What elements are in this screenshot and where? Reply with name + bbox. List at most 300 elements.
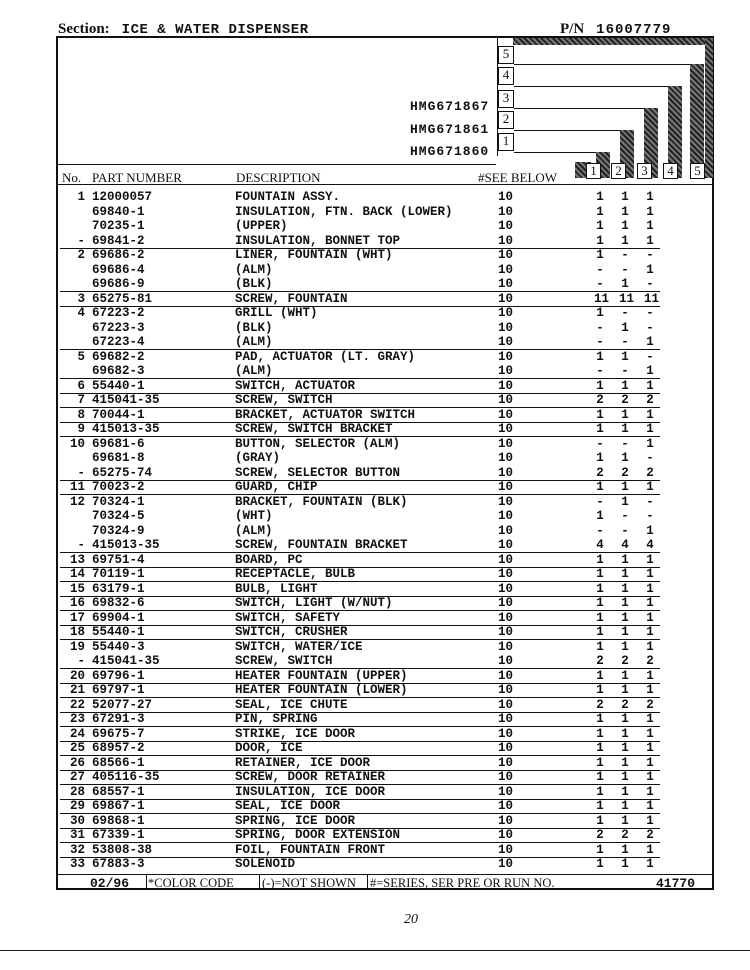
- row-qty-3: 1: [646, 262, 654, 277]
- step-1: 1: [498, 133, 514, 151]
- row-qty-1: 1: [596, 755, 604, 770]
- row-part-number: 70023-2: [92, 480, 145, 494]
- row-description: SCREW, SWITCH: [235, 393, 333, 407]
- table-row: [60, 190, 710, 205]
- row-qty-2: 1: [621, 712, 629, 726]
- row-description: SWITCH, ACTUATOR: [235, 378, 356, 393]
- row-part-number: 69840-1: [92, 204, 145, 219]
- table-row: [60, 727, 710, 742]
- row-see-below: 10: [498, 668, 514, 683]
- row-description: SWITCH, SAFETY: [235, 610, 341, 625]
- row-item-number: 11: [69, 480, 85, 494]
- row-part-number: 67223-4: [92, 335, 145, 349]
- row-description: (BLK): [235, 277, 273, 291]
- row-item-number: 29: [69, 799, 85, 813]
- row-item-number: 7: [77, 393, 85, 407]
- row-see-below: 10: [498, 784, 514, 799]
- row-qty-2: 1: [621, 480, 629, 494]
- step-2: 2: [498, 111, 514, 129]
- table-row: [60, 611, 710, 626]
- row-qty-1: -: [596, 277, 604, 291]
- row-description: RECEPTACLE, BULB: [235, 567, 356, 581]
- row-qty-1: 1: [596, 813, 604, 828]
- row-description: SCREW, FOUNTAIN BRACKET: [235, 538, 408, 552]
- row-see-below: 10: [498, 248, 514, 262]
- row-see-below: 10: [498, 509, 514, 523]
- row-qty-2: 2: [621, 465, 629, 480]
- row-qty-2: 2: [621, 654, 629, 668]
- row-item-number: 28: [69, 784, 85, 799]
- row-qty-1: 1: [596, 248, 604, 262]
- row-qty-2: 1: [621, 784, 629, 799]
- row-qty-1: -: [596, 523, 604, 538]
- row-qty-3: -: [646, 494, 654, 509]
- table-row: [60, 567, 710, 582]
- model-hmg671867: HMG671867: [410, 99, 490, 114]
- row-item-number: 31: [69, 828, 85, 842]
- row-qty-2: -: [621, 262, 629, 277]
- step-4: 4: [498, 67, 514, 85]
- table-row: [60, 234, 710, 249]
- row-description: (GRAY): [235, 451, 281, 465]
- row-item-number: 27: [69, 770, 85, 784]
- row-see-below: 10: [498, 219, 514, 233]
- col-header-q3: 3: [637, 163, 652, 179]
- row-see-below: 10: [498, 451, 514, 465]
- row-item-number: 26: [69, 755, 85, 770]
- row-qty-3: 1: [646, 770, 654, 784]
- row-qty-1: 1: [596, 407, 604, 422]
- col-header-q1: 1: [586, 163, 601, 179]
- row-see-below: 10: [498, 523, 514, 538]
- row-qty-1: 2: [596, 393, 604, 407]
- row-qty-3: -: [646, 306, 654, 320]
- row-qty-2: 1: [621, 596, 629, 610]
- row-description: SCREW, SELECTOR BUTTON: [235, 465, 401, 480]
- row-qty-2: 1: [621, 813, 629, 828]
- row-qty-2: 2: [621, 697, 629, 712]
- table-row: [60, 756, 710, 771]
- row-item-number: 32: [69, 842, 85, 857]
- row-part-number: 67291-3: [92, 712, 145, 726]
- row-part-number: 70324-5: [92, 509, 145, 523]
- row-see-below: 10: [498, 625, 514, 639]
- row-item-number: 12: [69, 494, 85, 509]
- row-item-number: 16: [69, 596, 85, 610]
- row-part-number: 69686-4: [92, 262, 145, 277]
- table-row: [60, 683, 710, 698]
- row-qty-1: 1: [596, 857, 604, 871]
- row-qty-1: -: [596, 335, 604, 349]
- row-qty-2: 11: [619, 291, 635, 306]
- row-item-number: 3: [77, 291, 85, 306]
- row-item-number: -: [77, 538, 85, 552]
- row-qty-3: 1: [646, 378, 654, 393]
- row-description: SCREW, SWITCH BRACKET: [235, 422, 393, 436]
- row-part-number: 415041-35: [92, 654, 160, 668]
- row-see-below: 10: [498, 552, 514, 567]
- row-qty-3: 2: [646, 828, 654, 842]
- row-qty-3: 1: [646, 610, 654, 625]
- row-description: SWITCH, WATER/ICE: [235, 639, 363, 654]
- row-item-number: 8: [77, 407, 85, 422]
- table-row: [60, 509, 710, 524]
- row-part-number: 69675-7: [92, 726, 145, 741]
- table-row: [60, 321, 710, 336]
- row-description: INSULATION, BONNET TOP: [235, 233, 401, 248]
- row-see-below: 10: [498, 828, 514, 842]
- row-qty-3: -: [646, 349, 654, 364]
- row-qty-2: 1: [621, 842, 629, 857]
- row-item-number: 25: [69, 741, 85, 755]
- row-part-number: 69686-2: [92, 248, 145, 262]
- table-row: [60, 437, 710, 452]
- row-qty-3: 1: [646, 712, 654, 726]
- row-part-number: 69686-9: [92, 277, 145, 291]
- row-see-below: 10: [498, 567, 514, 581]
- row-qty-1: 1: [596, 204, 604, 219]
- row-qty-3: 2: [646, 465, 654, 480]
- table-row: [60, 364, 710, 379]
- row-qty-2: 1: [621, 219, 629, 233]
- row-qty-2: 1: [621, 857, 629, 871]
- row-qty-1: -: [596, 364, 604, 378]
- row-qty-3: 1: [646, 523, 654, 538]
- row-description: BOARD, PC: [235, 552, 303, 567]
- row-see-below: 10: [498, 204, 514, 219]
- row-qty-2: -: [621, 436, 629, 451]
- row-item-number: 1: [77, 190, 85, 204]
- row-description: HEATER FOUNTAIN (UPPER): [235, 668, 408, 683]
- row-qty-1: 1: [596, 712, 604, 726]
- table-row: [60, 495, 710, 510]
- row-part-number: 63179-1: [92, 581, 145, 596]
- row-part-number: 69682-2: [92, 349, 145, 364]
- row-qty-2: 1: [621, 378, 629, 393]
- row-qty-1: 1: [596, 581, 604, 596]
- row-qty-1: -: [596, 320, 604, 335]
- row-item-number: 17: [69, 610, 85, 625]
- row-item-number: 4: [77, 306, 85, 320]
- row-item-number: 15: [69, 581, 85, 596]
- row-see-below: 10: [498, 538, 514, 552]
- row-see-below: 10: [498, 813, 514, 828]
- row-part-number: 70235-1: [92, 219, 145, 233]
- table-row: [60, 799, 710, 814]
- row-qty-3: 1: [646, 842, 654, 857]
- row-see-below: 10: [498, 697, 514, 712]
- row-item-number: 10: [69, 436, 85, 451]
- table-row: [60, 292, 710, 307]
- row-qty-1: 1: [596, 509, 604, 523]
- row-description: SPRING, DOOR EXTENSION: [235, 828, 401, 842]
- row-description: SEAL, ICE CHUTE: [235, 697, 348, 712]
- row-see-below: 10: [498, 654, 514, 668]
- row-qty-2: 1: [621, 668, 629, 683]
- row-qty-2: 1: [621, 277, 629, 291]
- row-see-below: 10: [498, 857, 514, 871]
- table-row: [60, 553, 710, 568]
- row-qty-2: 2: [621, 828, 629, 842]
- row-item-number: -: [77, 233, 85, 248]
- footer-date: 02/96: [90, 876, 130, 891]
- row-qty-2: 1: [621, 422, 629, 436]
- row-qty-2: 1: [621, 552, 629, 567]
- row-qty-1: 1: [596, 190, 604, 204]
- row-part-number: 405116-35: [92, 770, 160, 784]
- row-qty-2: 1: [621, 581, 629, 596]
- row-qty-1: 1: [596, 625, 604, 639]
- row-qty-3: 1: [646, 436, 654, 451]
- row-qty-1: 1: [596, 480, 604, 494]
- row-qty-1: 1: [596, 451, 604, 465]
- row-see-below: 10: [498, 596, 514, 610]
- row-part-number: 70324-1: [92, 494, 145, 509]
- row-qty-2: -: [621, 248, 629, 262]
- table-row: [60, 335, 710, 350]
- row-see-below: 10: [498, 291, 514, 306]
- table-row: [60, 814, 710, 829]
- model-hmg671861: HMG671861: [410, 122, 490, 137]
- footer-color-code: *COLOR CODE: [148, 876, 234, 890]
- row-description: SPRING, ICE DOOR: [235, 813, 356, 828]
- row-part-number: 68957-2: [92, 741, 145, 755]
- row-qty-3: 1: [646, 755, 654, 770]
- row-qty-3: 1: [646, 596, 654, 610]
- row-item-number: 33: [69, 857, 85, 871]
- table-row: [60, 393, 710, 408]
- row-part-number: 67223-2: [92, 306, 145, 320]
- row-part-number: 55440-1: [92, 378, 145, 393]
- row-qty-3: 1: [646, 190, 654, 204]
- row-description: BULB, LIGHT: [235, 581, 318, 596]
- row-part-number: 70119-1: [92, 567, 145, 581]
- table-row: [60, 828, 710, 843]
- row-part-number: 69682-3: [92, 364, 145, 378]
- row-qty-1: 1: [596, 799, 604, 813]
- row-part-number: 415013-35: [92, 538, 160, 552]
- row-description: (WHT): [235, 509, 273, 523]
- footer-series-note: #=SERIES, SER PRE OR RUN NO.: [370, 876, 555, 890]
- row-part-number: 53808-38: [92, 842, 153, 857]
- row-item-number: 6: [77, 378, 85, 393]
- row-part-number: 70044-1: [92, 407, 145, 422]
- row-qty-3: 1: [646, 219, 654, 233]
- row-item-number: -: [77, 654, 85, 668]
- row-see-below: 10: [498, 306, 514, 320]
- row-qty-2: 1: [621, 233, 629, 248]
- table-row: [60, 277, 710, 292]
- row-see-below: 10: [498, 364, 514, 378]
- row-qty-1: 1: [596, 610, 604, 625]
- model-hmg671860: HMG671860: [410, 144, 490, 159]
- row-see-below: 10: [498, 393, 514, 407]
- col-header-see-below: #SEE BELOW: [478, 170, 558, 185]
- table-row: [60, 625, 710, 640]
- row-qty-3: -: [646, 509, 654, 523]
- row-qty-2: 1: [621, 770, 629, 784]
- table-row: [60, 770, 710, 785]
- row-qty-3: 1: [646, 480, 654, 494]
- section-label: Section:: [58, 21, 110, 37]
- row-qty-2: 1: [621, 190, 629, 204]
- row-description: (ALM): [235, 335, 273, 349]
- step-5: 5: [498, 46, 514, 64]
- table-row: [60, 408, 710, 423]
- row-qty-2: 1: [621, 610, 629, 625]
- row-qty-2: 1: [621, 625, 629, 639]
- row-qty-1: 2: [596, 465, 604, 480]
- row-qty-3: 2: [646, 393, 654, 407]
- row-description: PIN, SPRING: [235, 712, 318, 726]
- table-row: [60, 451, 710, 466]
- row-qty-1: 4: [596, 538, 604, 552]
- row-see-below: 10: [498, 436, 514, 451]
- row-see-below: 10: [498, 262, 514, 277]
- row-description: STRIKE, ICE DOOR: [235, 726, 356, 741]
- row-qty-3: 1: [646, 668, 654, 683]
- table-row: [60, 538, 710, 553]
- row-qty-3: 1: [646, 813, 654, 828]
- row-description: HEATER FOUNTAIN (LOWER): [235, 683, 408, 697]
- row-description: GRILL (WHT): [235, 306, 318, 320]
- row-qty-1: -: [596, 494, 604, 509]
- row-qty-2: 1: [621, 741, 629, 755]
- row-qty-3: 1: [646, 741, 654, 755]
- table-row: [60, 466, 710, 481]
- row-part-number: 67339-1: [92, 828, 145, 842]
- row-qty-3: 4: [646, 538, 654, 552]
- row-qty-1: 1: [596, 770, 604, 784]
- table-row: [60, 582, 710, 597]
- row-qty-1: 1: [596, 683, 604, 697]
- row-qty-1: 1: [596, 784, 604, 799]
- row-description: (BLK): [235, 320, 273, 335]
- row-qty-3: 1: [646, 726, 654, 741]
- row-qty-3: 1: [646, 567, 654, 581]
- col-header-part-number: PART NUMBER: [92, 170, 182, 185]
- row-part-number: 67223-3: [92, 320, 145, 335]
- row-qty-1: 11: [594, 291, 610, 306]
- row-description: DOOR, ICE: [235, 741, 303, 755]
- table-row: [60, 263, 710, 278]
- row-item-number: 24: [69, 726, 85, 741]
- row-qty-2: -: [621, 364, 629, 378]
- row-qty-1: 1: [596, 741, 604, 755]
- row-qty-2: 1: [621, 349, 629, 364]
- table-row: [60, 524, 710, 539]
- row-qty-2: 1: [621, 451, 629, 465]
- row-see-below: 10: [498, 320, 514, 335]
- row-qty-2: -: [621, 306, 629, 320]
- scan-edge-line: [0, 950, 750, 951]
- row-part-number: 69867-1: [92, 799, 145, 813]
- row-qty-2: 1: [621, 494, 629, 509]
- row-item-number: -: [77, 465, 85, 480]
- row-item-number: 21: [69, 683, 85, 697]
- row-qty-1: 2: [596, 654, 604, 668]
- section-title: ICE & WATER DISPENSER: [121, 22, 309, 38]
- row-description: SWITCH, CRUSHER: [235, 625, 348, 639]
- row-qty-1: 1: [596, 726, 604, 741]
- row-see-below: 10: [498, 799, 514, 813]
- row-qty-3: 1: [646, 581, 654, 596]
- row-part-number: 12000057: [92, 190, 153, 204]
- row-qty-3: 1: [646, 233, 654, 248]
- row-qty-1: 1: [596, 596, 604, 610]
- row-description: FOUNTAIN ASSY.: [235, 190, 341, 204]
- row-description: BUTTON, SELECTOR (ALM): [235, 436, 401, 451]
- row-see-below: 10: [498, 683, 514, 697]
- row-item-number: 14: [69, 567, 85, 581]
- table-row: [60, 422, 710, 437]
- row-qty-1: 1: [596, 567, 604, 581]
- row-see-below: 10: [498, 581, 514, 596]
- row-qty-1: 1: [596, 422, 604, 436]
- row-description: SOLENOID: [235, 857, 296, 871]
- staircase-band-top: [513, 38, 712, 45]
- row-qty-1: 1: [596, 233, 604, 248]
- row-qty-3: -: [646, 451, 654, 465]
- row-see-below: 10: [498, 755, 514, 770]
- page-number: 20: [404, 912, 418, 927]
- table-row: [60, 205, 710, 220]
- table-row: [60, 857, 710, 872]
- row-item-number: 22: [69, 697, 85, 712]
- row-see-below: 10: [498, 610, 514, 625]
- table-row: [60, 219, 710, 234]
- row-description: INSULATION, FTN. BACK (LOWER): [235, 204, 453, 219]
- row-see-below: 10: [498, 277, 514, 291]
- row-qty-2: 4: [621, 538, 629, 552]
- row-qty-3: 1: [646, 784, 654, 799]
- row-qty-3: 1: [646, 204, 654, 219]
- row-qty-1: 1: [596, 842, 604, 857]
- row-see-below: 10: [498, 842, 514, 857]
- row-part-number: 69681-6: [92, 436, 145, 451]
- row-qty-3: 1: [646, 364, 654, 378]
- table-row: [60, 712, 710, 727]
- row-part-number: 415013-35: [92, 422, 160, 436]
- row-item-number: 20: [69, 668, 85, 683]
- row-qty-2: 1: [621, 755, 629, 770]
- row-qty-2: 2: [621, 393, 629, 407]
- row-part-number: 69681-8: [92, 451, 145, 465]
- row-description: LINER, FOUNTAIN (WHT): [235, 248, 393, 262]
- table-row: [60, 306, 710, 321]
- row-qty-3: 1: [646, 683, 654, 697]
- row-see-below: 10: [498, 407, 514, 422]
- table-row: [60, 785, 710, 800]
- table-row: [60, 698, 710, 713]
- row-part-number: 69841-2: [92, 233, 145, 248]
- row-see-below: 10: [498, 480, 514, 494]
- table-row: [60, 480, 710, 495]
- part-number-label: P/N: [560, 21, 585, 37]
- row-part-number: 69751-4: [92, 552, 145, 567]
- row-part-number: 69832-6: [92, 596, 145, 610]
- row-qty-1: -: [596, 262, 604, 277]
- row-qty-3: 1: [646, 625, 654, 639]
- row-item-number: 30: [69, 813, 85, 828]
- row-qty-2: -: [621, 523, 629, 538]
- row-qty-2: 1: [621, 407, 629, 422]
- row-description: FOIL, FOUNTAIN FRONT: [235, 842, 386, 857]
- table-row: [60, 640, 710, 655]
- row-see-below: 10: [498, 190, 514, 204]
- row-see-below: 10: [498, 770, 514, 784]
- row-part-number: 67883-3: [92, 857, 145, 871]
